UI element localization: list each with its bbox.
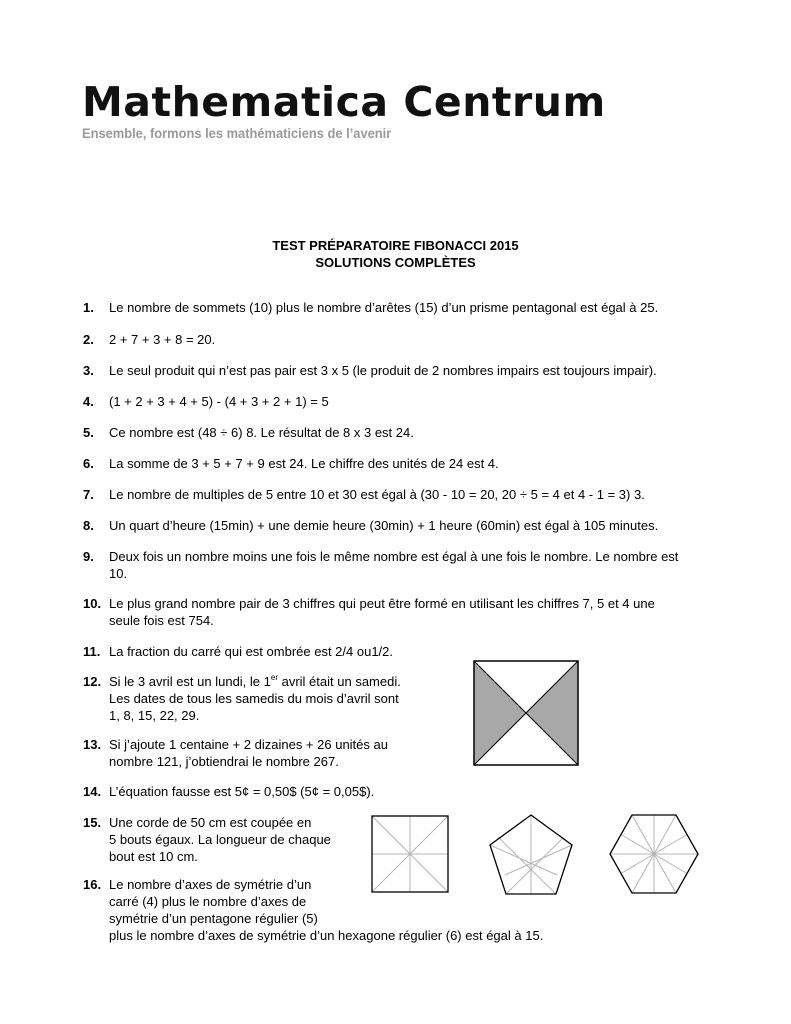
solution-text: plus le nombre d’axes de symétrie d’un hexagone régulier (6) est égal à 15. bbox=[109, 928, 544, 943]
solution-text: Un quart d’heure (15min) + une demie heure (30min) + 1 heure (60min) est égal à 105 minutes. bbox=[109, 518, 659, 533]
solution-text: bout est 10 cm. bbox=[109, 849, 198, 864]
solution-text: 10. bbox=[109, 566, 128, 581]
solution-text: nombre 121, j’obtiendrai le nombre 267. bbox=[109, 754, 339, 769]
solution-text: (1 + 2 + 3 + 4 + 5) - (4 + 3 + 2 + 1) = 5 bbox=[109, 394, 329, 409]
symmetry-axis bbox=[498, 837, 556, 894]
solution-text: seule fois est 754. bbox=[109, 613, 214, 628]
solution-text: Les dates de tous les samedis du mois d’avril sont bbox=[109, 691, 399, 706]
solution-text: Si j’ajoute 1 centaine + 2 dizaines + 26 unités au bbox=[109, 737, 388, 752]
solution-text: Le nombre de sommets (10) plus le nombre d’arêtes (15) d’un prisme pentagonal est égal à 25. bbox=[109, 300, 659, 315]
solution-text: Deux fois un nombre moins une fois le même nombre est égal à une fois le nombre. Le nombre est bbox=[109, 549, 679, 564]
symmetry-axis bbox=[490, 845, 557, 875]
solution-text: Le plus grand nombre pair de 3 chiffres qui peut être formé en utilisant les chiffres 7, 5 et 4 une bbox=[109, 596, 655, 611]
brand-tagline: Ensemble, formons les mathématiciens de l’avenir bbox=[82, 125, 392, 141]
shaded-triangle-right bbox=[526, 661, 578, 765]
solution-number: 7. bbox=[83, 487, 94, 502]
shaded-square-figure bbox=[473, 660, 579, 766]
symmetry-axis bbox=[505, 845, 572, 875]
solution-number: 13. bbox=[83, 737, 102, 752]
ordinal-superscript: er bbox=[270, 672, 278, 682]
square-symmetry-figure bbox=[371, 815, 449, 893]
solution-text: La fraction du carré qui est ombrée est 2/4 ou1/2. bbox=[109, 644, 394, 659]
solution-text bbox=[109, 674, 401, 690]
brand-name: Mathematica Centrum bbox=[82, 78, 606, 126]
solution-number: 16. bbox=[83, 877, 102, 892]
solution-text: L’équation fausse est 5¢ = 0,50$ (5¢ = 0,05$). bbox=[109, 784, 375, 799]
solution-number: 5. bbox=[83, 425, 94, 440]
solution-text: carré (4) plus le nombre d’axes de bbox=[109, 894, 307, 909]
solution-text: Le seul produit qui n’est pas pair est 3 x 5 (le produit de 2 nombres impairs est toujours impair). bbox=[109, 363, 657, 378]
solution-number: 2. bbox=[83, 332, 94, 347]
solution-text-part: avril était un samedi. bbox=[278, 674, 401, 689]
solution-text: La somme de 3 + 5 + 7 + 9 est 24. Le chiffre des unités de 24 est 4. bbox=[109, 456, 499, 471]
solution-text: Le nombre de multiples de 5 entre 10 et 30 est égal à (30 - 10 = 20, 20 ÷ 5 = 4 et 4 - 1 = 3) 3. bbox=[109, 487, 645, 502]
symmetry-axis bbox=[506, 837, 564, 894]
pentagon-symmetry-figure bbox=[488, 813, 574, 897]
solution-number: 12. bbox=[83, 674, 102, 689]
solution-number: 15. bbox=[83, 815, 102, 830]
solution-text: 2 + 7 + 3 + 8 = 20. bbox=[109, 332, 216, 347]
document-subtitle: SOLUTIONS COMPLÈTES bbox=[315, 255, 476, 270]
solution-text: symétrie d’un pentagone régulier (5) bbox=[109, 911, 318, 926]
solution-number: 11. bbox=[83, 644, 101, 659]
document-title: TEST PRÉPARATOIRE FIBONACCI 2015 bbox=[272, 238, 519, 253]
solution-number: 14. bbox=[83, 784, 102, 799]
solution-number: 3. bbox=[83, 363, 94, 378]
solution-text: 5 bouts égaux. La longueur de chaque bbox=[109, 832, 331, 847]
solution-text: Le nombre d’axes de symétrie d’un bbox=[109, 877, 312, 892]
solution-text: Ce nombre est (48 ÷ 6) 8. Le résultat de 8 x 3 est 24. bbox=[109, 425, 414, 440]
solution-number: 6. bbox=[83, 456, 94, 471]
solution-number: 1. bbox=[83, 300, 94, 315]
solution-text: 1, 8, 15, 22, 29. bbox=[109, 708, 200, 723]
solution-number: 9. bbox=[83, 549, 94, 564]
shaded-triangle-left bbox=[474, 661, 526, 765]
solution-number: 10. bbox=[83, 596, 102, 611]
hexagon-symmetry-figure bbox=[608, 813, 700, 895]
solution-text-part: Si le 3 avril est un lundi, le 1 bbox=[109, 674, 271, 689]
solution-number: 4. bbox=[83, 394, 94, 409]
solution-text: Une corde de 50 cm est coupée en bbox=[109, 815, 312, 830]
solution-number: 8. bbox=[83, 518, 94, 533]
